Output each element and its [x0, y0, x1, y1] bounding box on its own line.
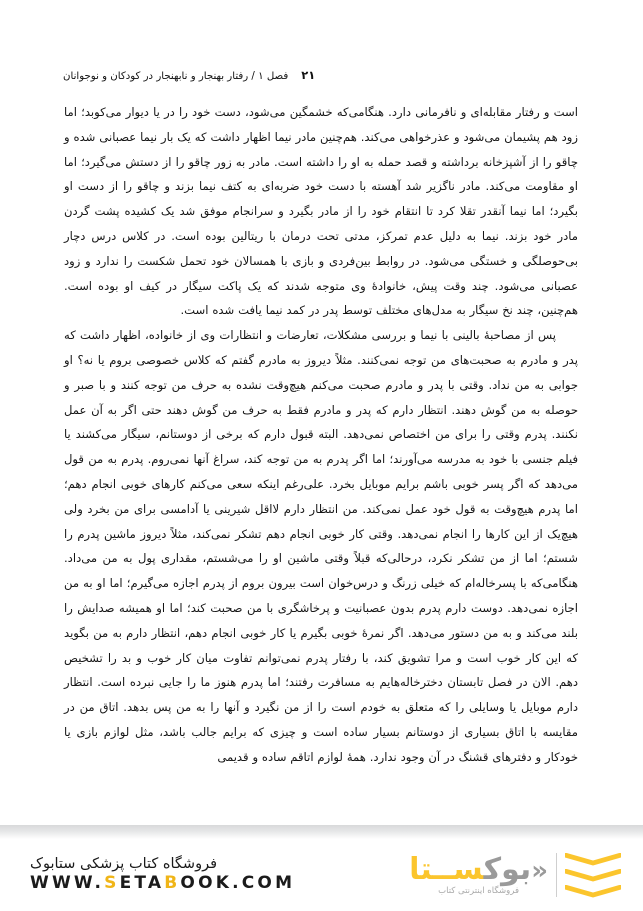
logo-wordmark-text [409, 851, 548, 887]
url-letters-ook-com: OOK.COM [180, 873, 296, 894]
running-header-title: فصل ۱ / رفتار بهنجار و نابهنجار در کودکان و نوجوانان [63, 71, 289, 82]
body-paragraph: است و رفتار مقابله‌ای و نافرمانی دارد. هنگامی‌که خشمگین می‌شود، دست خود را در یا دیوار می‌کوبد؛ اما زود هم پشیمان می‌شود و عذرخواهی می‌کند. هم‌چنین مادر نیما اظهار داشت که یک بار نیما عصبانی شده و چاقو را از آشپزخانه برداشته و قصد حمله به او را داشته است. مادر به زور چاقو را از دستش می‌گیرد؛ اما او مقاومت می‌کند. مادر ناگزیر شد آهسته با دست خود ضربه‌ای به کتف نیما بزند و چاقو را از دست او بگیرد؛ اما نیما آنقدر تقلا کرد تا انتقام خود را از مادر بگیرد و سرانجام موفق شد یک کشیده پشت گردن مادر خود بزند. نیما به دلیل عدم تمرکز، مدتی تحت درمان با ریتالین بوده است. در کلاس درس دچار بی‌حوصلگی و خستگی می‌شود. در روابط بین‌فردی و بازی با همسالان خود تحمل شکست را ندارد و زود عصبانی می‌شود. چند وقت پیش، خانوادهٔ وی متوجه شدند که یک پاکت سیگار در کیف او بوده است. هم‌چنین، چند نخ سیگار به مدل‌های مختلف توسط پدر در کمد نیما یافت شده است. [64, 105, 578, 318]
double-chevron-left-icon: « [531, 855, 548, 886]
promo-shop-title: فروشگاه کتاب پزشکی ستابوک [30, 856, 218, 873]
banner-top-gradient [0, 825, 643, 839]
promo-banner [0, 825, 643, 911]
url-prefix: WWW. [30, 873, 105, 894]
chevron-down-icon [565, 885, 621, 898]
url-letter-b: B [164, 873, 181, 894]
chevron-stack-icon [565, 849, 621, 901]
promo-text-block [30, 856, 295, 894]
logo-wordmark [409, 851, 548, 896]
url-letter-s: S [104, 873, 120, 894]
running-header [63, 68, 580, 86]
body-paragraph: پس از مصاحبهٔ بالینی با نیما و بررسی مشکلات، تعارضات و انتظارات وی از خانواده، اظهار داشت که پدر و مادرم به صحبت‌های من توجه نمی‌کنند. مثلاً دیروز به مادرم گفتم که کلاس خصوصی بروم یا نه؟ او جوابی به من نداد. وقتی با پدر و مادرم صحبت می‌کنم هیچ‌وقت نشده به حرف من توجه کنند و با صبر و حوصله به من گوش دهند. انتظار دارم که پدر و مادرم فقط به حرف من گوش دهند حتی اگر به آن عمل نکنند. پدرم وقتی را برای من اختصاص نمی‌دهد. البته قبول دارم که برخی از دوستانم، سیگار می‌کشند یا فیلم جنسی با خود به مدرسه می‌آورند؛ اما اگر پدرم به من توجه کند، سراغ آنها نمی‌روم. پدرم به من قول می‌دهد که اگر پسر خوبی باشم برایم موبایل بخرد. علی‌رغم اینکه سعی می‌کنم کارهای خوبی انجام دهم؛ اما پدرم هیچ‌وقت به قول خود عمل نمی‌کند. من انتظار دارم لااقل شیرینی یا آدامسی برای من بخرد ولی هیچ‌یک از این کارها را انجام نمی‌دهد. وقتی کار خوبی انجام دهم تشکر نمی‌کند، مثلاً دیروز ماشین پدرم را شستم؛ اما از من تشکر نکرد، درحالی‌که قبلاً وقتی ماشین او را می‌شستم، مقداری پول به من می‌داد. هنگامی‌که با پسرخاله‌ام که خیلی زرنگ و درس‌خوان است بیرون بروم از پدرم اجازه می‌گیرم؛ اما او به من اجازه نمی‌دهد. دوست دارم پدرم بدون عصبانیت و پرخاشگری با من صحبت کند؛ اما او همیشه صدایش را بلند می‌کند و به من دستور می‌دهد. اگر نمرهٔ خوبی بگیرم یا کار خوبی انجام دهم، انتظار دارم به من بگوید که این کار خوب است و مرا تشویق کند، با رفتار پدرم نمی‌توانم تفاوت میان کار خوب و بد را تشخیص دهم. الان در فصل تابستان دخترخاله‌هایم به مسافرت رفتند؛ اما پدرم هنوز ما را جایی نبرده است. انتظار دارم موبایل یا وسایلی را که متعلق به خودم است را از من نگیرد و آنها را به من پس بدهد. اتاق من در مقایسه با اتاق بسیاری از دوستانم بسیار ساده است و چیزی که برایم جالب باشد، مثل لوازم بازی یا خودکار و دفترهای قشنگ در آن وجود ندارد. همهٔ لوازم اتاقم ساده و قدیمی [64, 328, 578, 764]
logo-word-part-1: ســتا [409, 851, 484, 887]
setabook-logo[interactable] [409, 849, 621, 901]
promo-website-url[interactable] [30, 874, 295, 894]
chevron-down-icon [565, 853, 621, 866]
page-body [64, 100, 578, 770]
logo-divider [556, 853, 557, 897]
url-letters-eta: ETA [119, 873, 165, 894]
chevron-down-icon [565, 869, 621, 882]
logo-tagline: فروشگاه اینترنتی کتاب [438, 885, 520, 896]
banner-content [0, 839, 643, 911]
logo-word-part-2: بوک [483, 851, 532, 887]
page-number: ۲۱ [301, 68, 316, 82]
